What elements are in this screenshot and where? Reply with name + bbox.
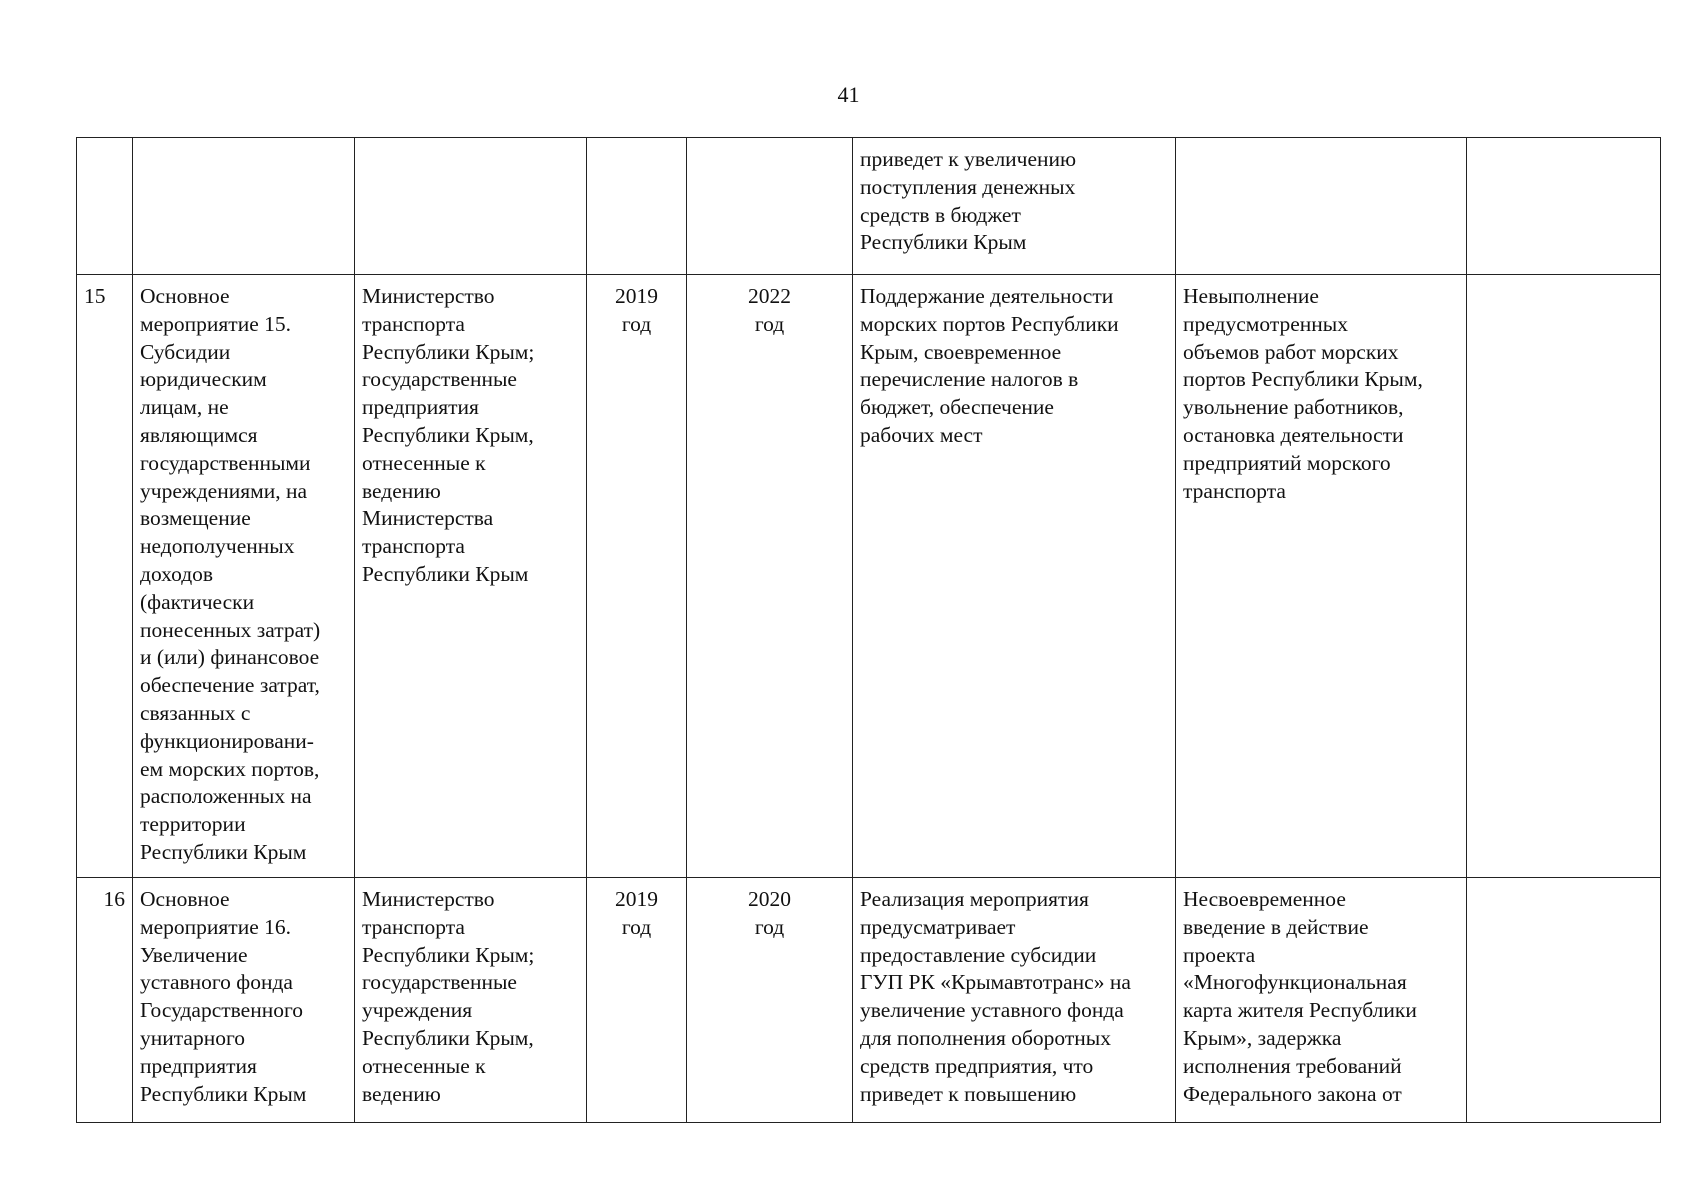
cell-end-year: 2020 год <box>687 878 853 1123</box>
page-number: 41 <box>837 82 860 107</box>
cell-consequences: Невыполнение предусмотренных объемов работ морских портов Республики Крым, увольнение работников, остановка деятельности предприятий морского транспорта <box>1176 275 1467 878</box>
cell-end-year: 2022 год <box>687 275 853 878</box>
cell-consequences <box>1176 138 1467 275</box>
cell-link <box>1467 878 1661 1123</box>
cell-end-year <box>687 138 853 275</box>
cell-measure: Основное мероприятие 15. Субсидии юридическим лицам, не являющимся государственными учреждениями, на возмещение недополученных доходов (фактически понесенных затрат) и (или) финансовое обеспечение затрат, связанных с функционировани- ем морских портов, расположенных на территории Республики Крым <box>133 275 355 878</box>
cell-start-year: 2019 год <box>587 878 687 1123</box>
cell-expected-result: Поддержание деятельности морских портов Республики Крым, своевременное перечисление налогов в бюджет, обеспечение рабочих мест <box>853 275 1176 878</box>
cell-executor <box>355 138 587 275</box>
cell-measure: Основное мероприятие 16. Увеличение уставного фонда Государственного унитарного предприятия Республики Крым <box>133 878 355 1123</box>
cell-link <box>1467 275 1661 878</box>
cell-measure <box>133 138 355 275</box>
measures-table <box>76 137 1661 1123</box>
cell-executor: Министерство транспорта Республики Крым; государственные предприятия Республики Крым, отнесенные к ведению Министерства транспорта Республики Крым <box>355 275 587 878</box>
cell-number: 16 <box>77 878 133 1123</box>
table-row-15 <box>77 275 1661 878</box>
cell-start-year <box>587 138 687 275</box>
cell-number: 15 <box>77 275 133 878</box>
table-row-16 <box>77 878 1661 1123</box>
cell-start-year: 2019 год <box>587 275 687 878</box>
cell-link <box>1467 138 1661 275</box>
cell-executor: Министерство транспорта Республики Крым; государственные учреждения Республики Крым, отнесенные к ведению <box>355 878 587 1123</box>
cell-expected-result: Реализация мероприятия предусматривает предоставление субсидии ГУП РК «Крымавтотранс» на увеличение уставного фонда для пополнения оборотных средств предприятия, что приведет к повышению <box>853 878 1176 1123</box>
cell-expected-result: приведет к увеличению поступления денежных средств в бюджет Республики Крым <box>853 138 1176 275</box>
cell-consequences: Несвоевременное введение в действие проекта «Многофункциональная карта жителя Республики Крым», задержка исполнения требований Федерального закона от <box>1176 878 1467 1123</box>
table-row-continuation <box>77 138 1661 275</box>
cell-number <box>77 138 133 275</box>
